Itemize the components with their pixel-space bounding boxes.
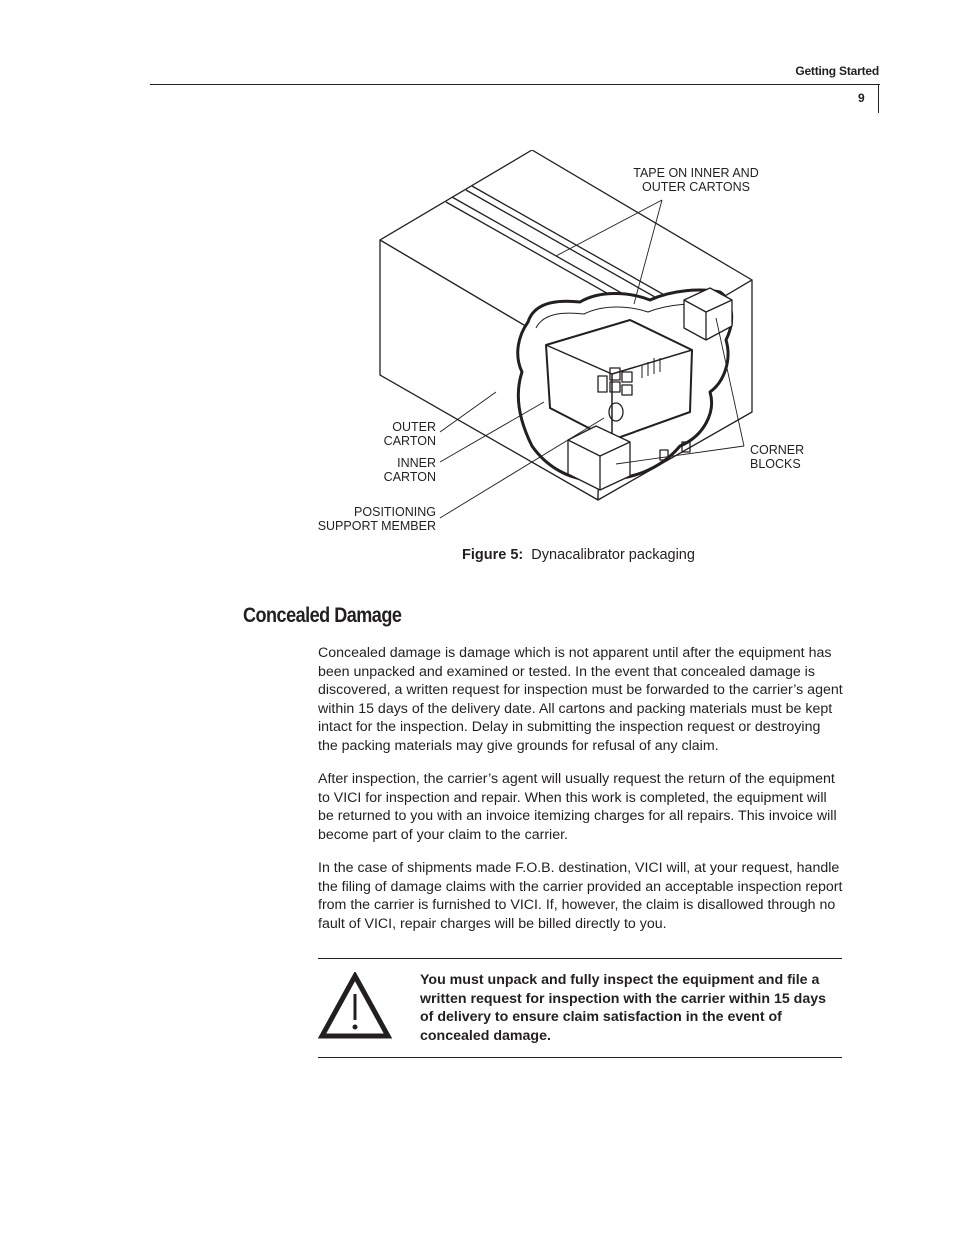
figure-caption bbox=[462, 547, 695, 563]
warning-text: You must unpack and fully inspect the equipment and file a written request for inspection with the carrier within 15 days of delivery to ensure claim satisfaction in the event of concealed damage. bbox=[420, 972, 827, 1044]
paragraph-1: Concealed damage is damage which is not apparent until after the equipment has been unpacked and examined or tested. In the event that concealed damage is discovered, a written request for inspection must be forwarded to the carrier’s agent within 15 days of the delivery date. All cartons and packing materials must be kept intact for the inspection. Delay in submitting the inspection request or destroying the packing materials may give grounds for refusal of any claim. bbox=[318, 645, 843, 754]
warning-bottom-rule bbox=[318, 1057, 842, 1058]
header-vertical-rule bbox=[878, 84, 879, 113]
label-corner-blocks: CORNER BLOCKS bbox=[750, 443, 805, 471]
label-inner-carton: INNER CARTON bbox=[383, 456, 436, 484]
caption-prefix: Figure 5: bbox=[462, 547, 524, 563]
label-outer-carton: OUTER CARTON bbox=[383, 420, 436, 448]
warning-triangle-icon bbox=[318, 972, 392, 1040]
paragraph-2: After inspection, the carrier’s agent will usually request the return of the equipment to VICI for inspection and repair. When this work is completed, the equipment will be returned to you with an invoice itemizing charges for all repairs. This invoice will become part of your claim to the carrier. bbox=[318, 771, 837, 843]
warning-top-rule bbox=[318, 958, 842, 959]
page-number: 9 bbox=[858, 91, 865, 105]
running-header-title: Getting Started bbox=[795, 64, 879, 78]
header-rule bbox=[150, 84, 880, 85]
label-tape: TAPE ON INNER AND OUTER CARTONS bbox=[633, 166, 759, 194]
packaging-figure bbox=[300, 150, 820, 540]
label-positioning-support: POSITIONING SUPPORT MEMBER bbox=[317, 505, 436, 533]
section-heading: Concealed Damage bbox=[243, 604, 402, 627]
paragraph-3: In the case of shipments made F.O.B. destination, VICI will, at your request, handle the filing of damage claims with the carrier provided an acceptable inspection report from the carrier is furnished to VICI. If, however, the claim is disallowed through no fault of VICI, repair charges will be billed directly to you. bbox=[318, 860, 843, 932]
caption-text: Dynacalibrator packaging bbox=[531, 547, 695, 563]
